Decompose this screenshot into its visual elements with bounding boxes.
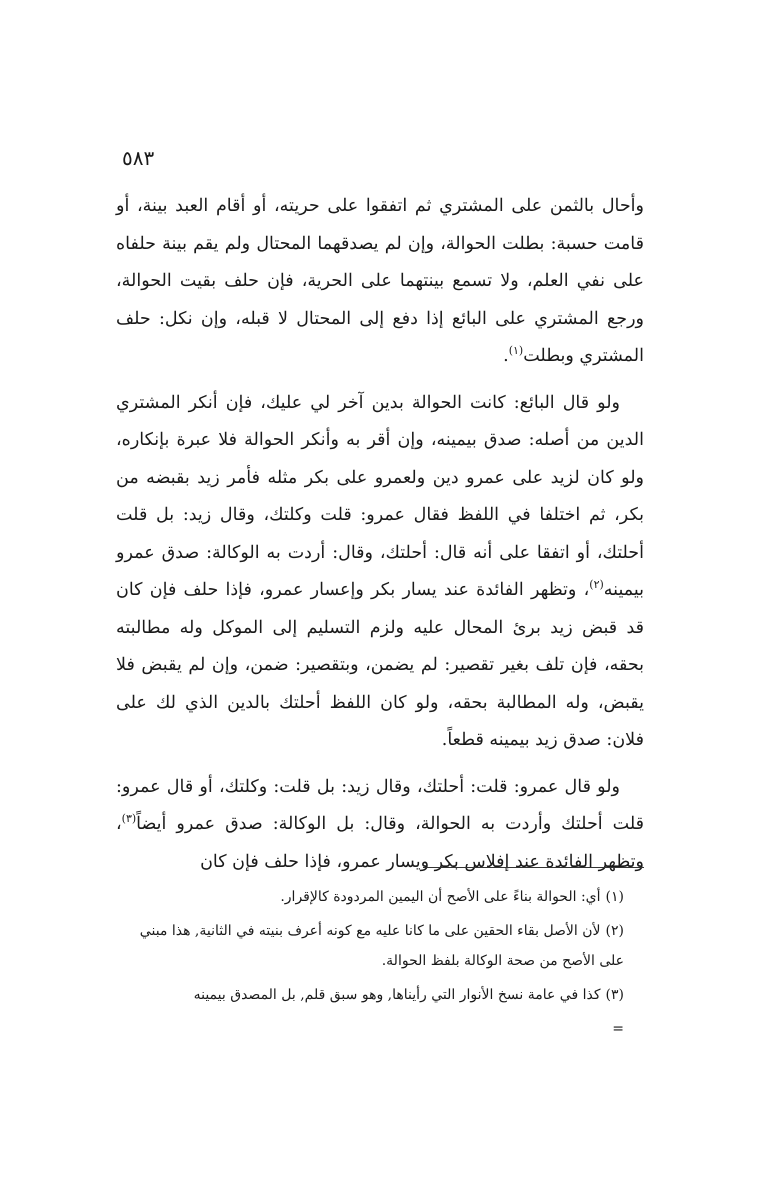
paragraph-2 xyxy=(116,385,644,760)
footnote-number: (١) xyxy=(605,889,624,905)
footnote-number: (٣) xyxy=(605,987,624,1003)
main-text xyxy=(116,188,644,890)
footnote-ref-3[interactable]: (٣) xyxy=(121,812,137,826)
paragraph-3-end: ، وتظهر الفائدة عند إفلاس بكر ويسار عمرو، فإذا حلف فإن كان xyxy=(116,814,644,872)
paragraph-3 xyxy=(116,769,644,882)
footnote-divider xyxy=(423,867,644,868)
footnote-1 xyxy=(116,882,644,912)
paragraph-2-end: ، وتظهر الفائدة عند يسار بكر وإعسار عمرو، فإذا حلف فإن كان قد قبض زيد برئ المحال عليه ولزم التسليم إلى الموكل وله مطالبته بحقه، فإن تلف بغير تقصير: لم يضمن، وبتقصير: ضمن، وإن لم يقبض فلا يقبض، وله المطالبة بحقه، ولو كان اللفظ أحلتك بالدين الذي لك على فلان: صدق زيد بيمينه قطعاً. xyxy=(116,580,644,750)
paragraph-1-end: . xyxy=(503,346,509,366)
footnote-2 xyxy=(116,916,644,976)
footnote-3 xyxy=(116,980,644,1010)
footnote-text: لأن الأصل بقاء الحقين على ما كانا عليه مع كونه أعرف بنيته في الثانية, هذا مبني على الأصح من صحة الوكالة بلفظ الحوالة. xyxy=(139,923,624,969)
footnote-text: كذا في عامة نسخ الأنوار التي رأيناها, وهو سبق قلم, بل المصدق بيمينه xyxy=(193,987,601,1003)
paragraph-2-text: ولو قال البائع: كانت الحوالة بدين آخر لي عليك، فإن أنكر المشتري الدين من أصله: صدق بيمينه، وإن أقر به وأنكر الحوالة فلا عبرة بإنكاره، ولو كان لزيد على عمرو دين ولعمرو على بكر مثله فأمر زيد بقبضه من بكر، ثم اختلفا في اللفظ فقال عمرو: قلت وكلتك، وقال زيد: بل قلت أحلتك، أو اتفقا على أنه قال: أحلتك، وقال: أردت به الوكالة: صدق عمرو بيمينه xyxy=(116,392,644,600)
footnote-number: (٢) xyxy=(605,923,624,939)
footnote-continuation-mark: = xyxy=(612,1021,624,1037)
footnote-ref-1[interactable]: (١) xyxy=(508,344,524,358)
page-number: ٥٨٣ xyxy=(122,146,155,170)
paragraph-3-text: ولو قال عمرو: قلت: أحلتك، وقال زيد: بل قلت: وكلتك، أو قال عمرو: قلت أحلتك وأردت به الحوالة، وقال: بل الوكالة: صدق عمرو أيضاً xyxy=(116,776,644,834)
paragraph-1 xyxy=(116,188,644,376)
footnote-text: أي: الحوالة بناءً على الأصح أن اليمين المردودة كالإقرار. xyxy=(280,889,601,905)
footnotes xyxy=(116,882,644,1048)
paragraph-1-text: وأحال بالثمن على المشتري ثم اتفقوا على حريته، أو أقام العبد بينة، أو قامت حسبة: بطلت الحوالة، وإن لم يصدقهما المحتال ولم يقم بينة حلفاه على نفي العلم، ولا تسمع بينتهما على الحرية، فإن حلف بقيت الحوالة، ورجع المشتري على البائع إذا دفع إلى المحتال لا قبله، وإن نكل: حلف المشتري وبطلت xyxy=(116,196,644,366)
footnote-ref-2[interactable]: (٢) xyxy=(589,578,604,592)
